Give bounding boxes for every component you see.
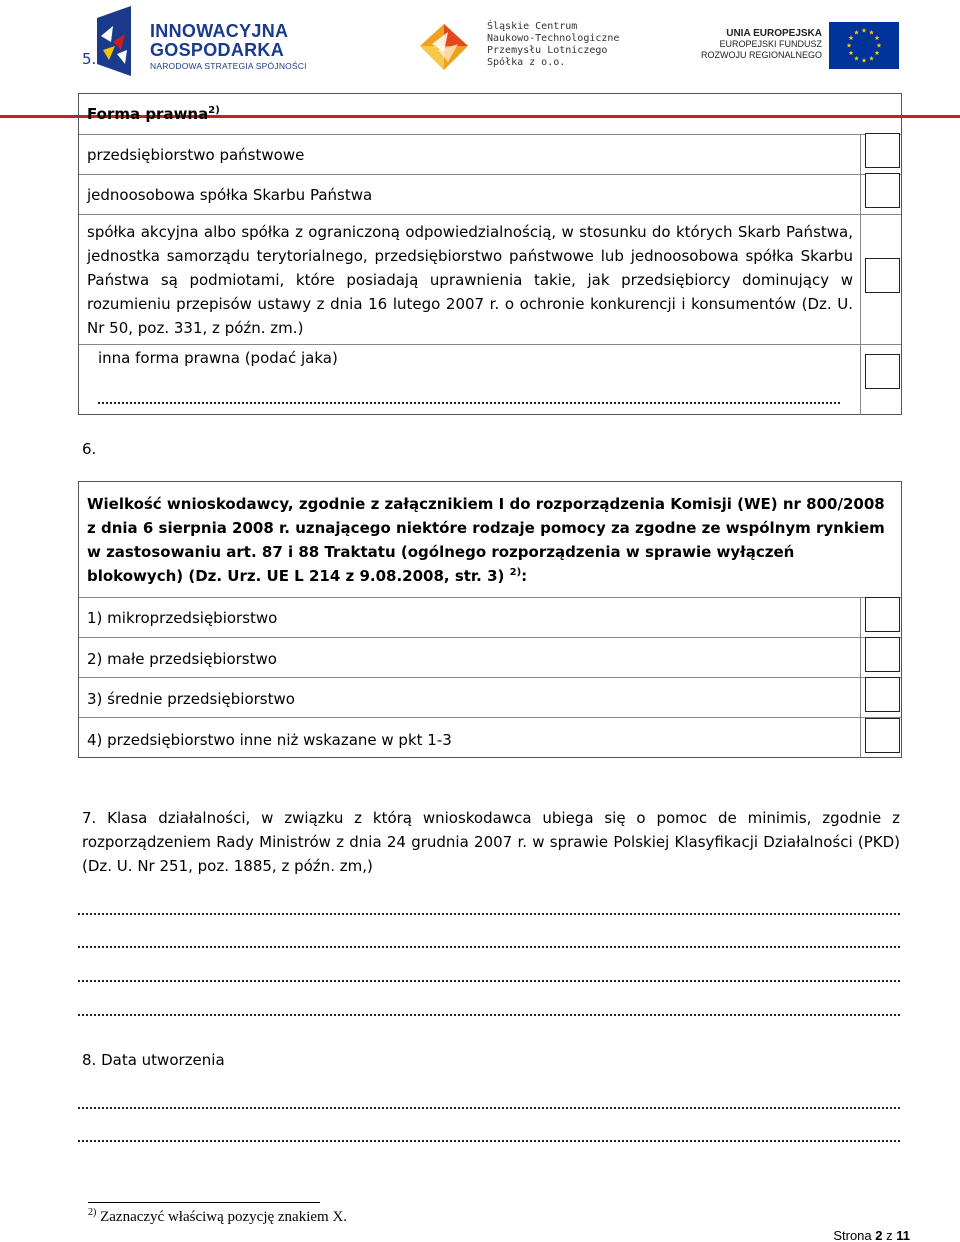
row-divider: [79, 344, 901, 345]
row-divider: [79, 134, 901, 135]
logo-sc-line1: Śląskie Centrum: [487, 21, 578, 32]
eu-logo-text: [700, 28, 822, 61]
option-state-enterprise: przedsiębiorstwo państwowe: [87, 146, 305, 164]
logo-ig-line2: GOSPODARKA: [150, 40, 285, 60]
checkbox-small-enterprise[interactable]: [865, 637, 900, 672]
aviation-center-logo-icon: [418, 22, 470, 72]
checkbox-state-enterprise[interactable]: [865, 133, 900, 168]
eu-line1: UNIA EUROPEJSKA: [726, 28, 822, 39]
footnote-separator: [88, 1202, 320, 1203]
eu-flag-icon: [829, 22, 899, 69]
row-divider: [79, 597, 901, 598]
creation-date-input-line-2[interactable]: [78, 1140, 900, 1142]
checkbox-state-controlled-company[interactable]: [865, 258, 900, 293]
column-divider: [860, 597, 861, 758]
checkbox-other-enterprise[interactable]: [865, 718, 900, 753]
pkd-input-line-3[interactable]: [78, 980, 900, 982]
pkd-input-line-2[interactable]: [78, 946, 900, 948]
column-divider: [860, 134, 861, 415]
logo-sc-line3: Przemysłu Lotniczego: [487, 45, 608, 56]
eu-line3: ROZWOJU REGIONALNEGO: [700, 50, 822, 60]
row-divider: [79, 677, 901, 678]
creation-date-label: 8. Data utworzenia: [82, 1051, 225, 1069]
option-other-enterprise: 4) przedsiębiorstwo inne niż wskazane w pkt 1-3: [87, 731, 452, 749]
row-divider: [79, 174, 901, 175]
creation-date-input-line-1[interactable]: [78, 1107, 900, 1109]
option-treasury-company: jednoosobowa spółka Skarbu Państwa: [87, 186, 373, 204]
legal-form-title: Forma prawna$^{2)}$: [87, 105, 220, 123]
innowacyjna-gospodarka-logo-icon: [95, 6, 135, 76]
eu-line2: EUROPEJSKI FUNDUSZ: [719, 39, 822, 49]
row-divider: [79, 637, 901, 638]
row-divider: [79, 214, 901, 215]
logo-sc-line2: Naukowo-Technologiczne: [487, 33, 620, 44]
row-divider: [79, 717, 901, 718]
option-medium-enterprise: 3) średnie przedsiębiorstwo: [87, 690, 295, 708]
option-micro-enterprise: 1) mikroprzedsiębiorstwo: [87, 609, 278, 627]
pkd-activity-class-label: 7. Klasa działalności, w związku z którą wnioskodawca ubiega się o pomoc de minimis, zgodnie z rozporządzeniem Rady Ministrów z dnia 24 grudnia 2007 r. w sprawie Polskiej Klasyfikacji Działalności (PKD) (Dz. U. Nr 251, poz. 1885, z późn. zm,): [82, 809, 900, 875]
logo-ig-line3: NARODOWA STRATEGIA SPÓJNOŚCI: [150, 61, 307, 71]
option-state-controlled-company: spółka akcyjna albo spółka z ograniczoną odpowiedzialnością, w stosunku do których Skarb Państwa, jednostka samorządu terytorialnego, przedsiębiorstwo państwowe lub jednoosobowa spółka Skarbu Państwa są podmiotami, które posiadają uprawnienia takie, jak przedsiębiorcy dominujący w rozumieniu przepisów ustawy z dnia 16 lutego 2007 r. o ochronie konkurencji i konsumentów (Dz. U. Nr 50, poz. 331, z późn. zm.): [87, 223, 853, 337]
checkbox-micro-enterprise[interactable]: [865, 597, 900, 632]
aviation-center-logo-text: [487, 21, 619, 69]
innowacyjna-gospodarka-logo-text: [150, 22, 307, 71]
section-number-6: 6.: [82, 440, 97, 458]
checkbox-other-legal-form[interactable]: [865, 354, 900, 389]
logo-ig-line1: INNOWACYJNA: [150, 21, 289, 41]
page-header: [0, 0, 960, 90]
logo-sc-line4: Spółka z o.o.: [487, 57, 566, 68]
checkbox-treasury-company[interactable]: [865, 173, 900, 208]
pkd-input-line-4[interactable]: [78, 1014, 900, 1016]
option-other-legal-form: inna forma prawna (podać jaka): [98, 349, 338, 367]
checkbox-medium-enterprise[interactable]: [865, 677, 900, 712]
option-small-enterprise: 2) małe przedsiębiorstwo: [87, 650, 277, 668]
company-size-title: Wielkość wnioskodawcy, zgodnie z załącznikiem I do rozporządzenia Komisji (WE) nr 800/2008 z dnia 6 sierpnia 2008 r. uznającego niektóre rodzaje pomocy za zgodne ze wspólnym rynkiem w zastosowaniu art. 87 i 88 Traktatu (ogólnego rozporządzenia w sprawie wyłączeń blokowych) (Dz. Urz. UE L 214 z 9.08.2008, str. 3) $^{2)}$:: [87, 495, 885, 585]
page-number: Strona 2 z 11: [833, 1228, 910, 1242]
footnote: $^{2)}$ Zaznaczyć właściwą pozycję znakiem X.: [88, 1207, 348, 1225]
section-number-5: 5.: [82, 50, 97, 68]
pkd-input-line-1[interactable]: [78, 913, 900, 915]
other-legal-form-input[interactable]: [98, 402, 840, 404]
